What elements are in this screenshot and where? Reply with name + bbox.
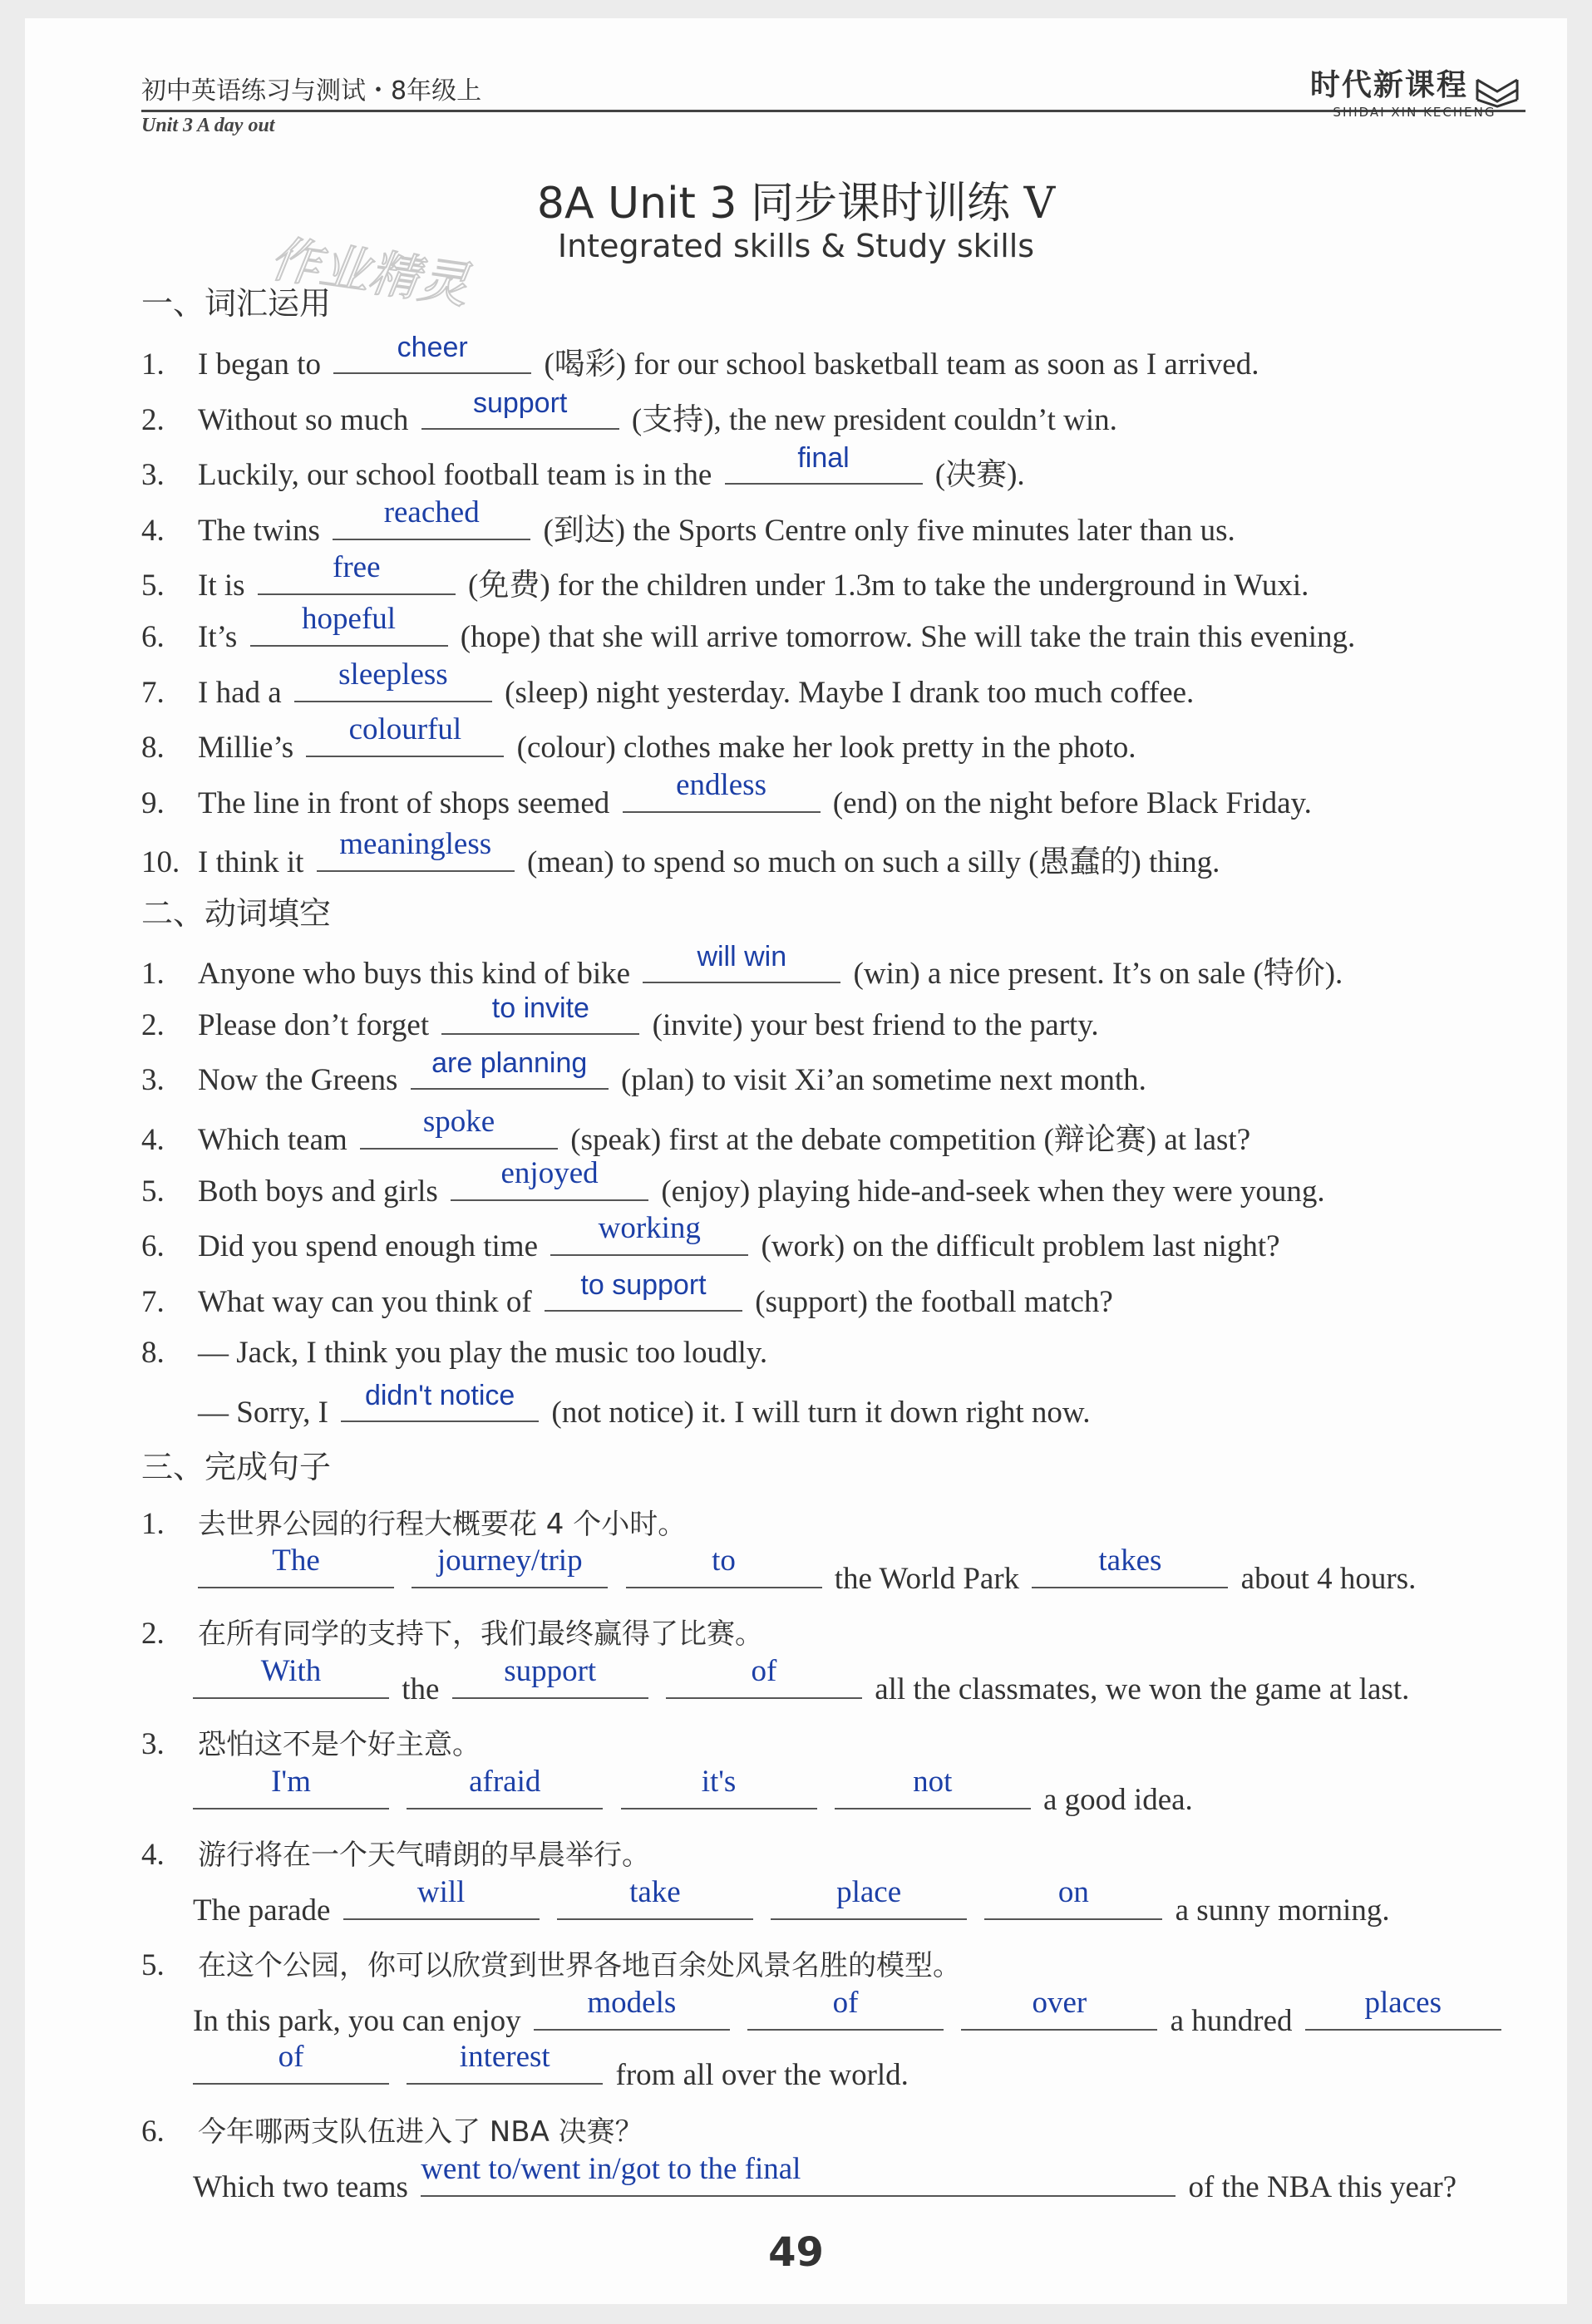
item-number: 3. xyxy=(141,1727,165,1761)
item-text: (免费) for the children under 1.3m to take the underground in Wuxi. xyxy=(468,569,1309,603)
answer-blank[interactable] xyxy=(452,1654,648,1699)
answer-text: will xyxy=(416,1875,466,1909)
item-text: The line in front of shops seemed xyxy=(198,786,610,820)
item-text: (plan) to visit Xi’an sometime next month. xyxy=(620,1063,1146,1097)
item-text: It’s xyxy=(198,620,238,654)
s2-item xyxy=(141,941,1343,992)
answer-text: I'm xyxy=(271,1765,311,1799)
answer-text: final xyxy=(797,442,850,474)
item-text: What way can you think of xyxy=(198,1285,532,1319)
s3-item-answer-line xyxy=(193,1654,1410,1707)
answer-text: With xyxy=(260,1654,322,1688)
item-text: from all over the world. xyxy=(615,2058,909,2092)
answer-text: spoke xyxy=(422,1105,495,1139)
answer-blank[interactable] xyxy=(835,1765,1031,1809)
s3-item-prompt xyxy=(141,1501,686,1542)
answer-blank[interactable] xyxy=(407,2040,603,2085)
item-number: 1. xyxy=(141,957,165,991)
s1-item xyxy=(141,442,1025,494)
s1-item xyxy=(141,332,1259,383)
item-number: 7. xyxy=(141,1285,165,1319)
chinese-prompt: 今年哪两支队伍进入了 NBA 决赛？ xyxy=(198,2115,643,2149)
item-text: a sunny morning. xyxy=(1175,1893,1390,1928)
answer-text: on xyxy=(1057,1875,1089,1909)
answer-text: not xyxy=(913,1765,953,1799)
item-number: 4. xyxy=(141,1123,165,1157)
title-main: 8A Unit 3 同步课时训练 xyxy=(536,179,1011,229)
s3-item-prompt xyxy=(141,1611,763,1652)
brand-name-en: SHIDAI XIN KECHENG xyxy=(1333,104,1496,120)
item-text: Both boys and girls xyxy=(198,1174,438,1209)
item-text: Please don’t forget xyxy=(198,1008,430,1042)
answer-blank[interactable] xyxy=(341,1380,539,1422)
s3-item-prompt xyxy=(141,1942,961,1983)
item-text: about 4 hours. xyxy=(1240,1562,1417,1596)
answer-text: to xyxy=(712,1544,736,1578)
s2-item xyxy=(141,1269,1113,1320)
item-text: a hundred xyxy=(1170,2004,1293,2038)
item-number: 6. xyxy=(141,620,165,654)
answer-blank[interactable] xyxy=(333,495,530,540)
item-text: of the NBA this year? xyxy=(1188,2170,1457,2204)
answer-blank[interactable] xyxy=(643,941,840,983)
answer-text: sleepless xyxy=(338,657,448,692)
s1-item xyxy=(141,768,1312,821)
title-roman-numeral: V xyxy=(1023,179,1056,229)
s3-item-prompt xyxy=(141,2109,643,2149)
watermark: 作业精灵 xyxy=(266,229,473,316)
answer-text: meaningless xyxy=(339,827,492,861)
s3-item-answer-line xyxy=(193,1765,1193,1818)
section-2-heading: 二、动词填空 xyxy=(141,895,332,932)
item-text: (end) on the night before Black Friday. xyxy=(832,786,1312,820)
section-3-heading: 三、完成句子 xyxy=(141,1449,332,1485)
item-number: 7. xyxy=(141,676,165,710)
answer-blank[interactable] xyxy=(306,712,504,757)
answer-blank[interactable] xyxy=(360,1105,558,1150)
answer-text: models xyxy=(587,1986,677,2020)
answer-blank[interactable] xyxy=(451,1156,648,1201)
answer-blank[interactable] xyxy=(193,1654,389,1699)
answer-text: colourful xyxy=(348,712,462,746)
answer-text: support xyxy=(472,387,568,419)
publisher-logo xyxy=(1310,62,1519,120)
answer-blank[interactable] xyxy=(258,550,456,595)
item-text: — Sorry, I xyxy=(198,1396,328,1430)
item-number: 2. xyxy=(141,403,165,437)
s1-item xyxy=(141,827,1220,881)
answer-text: working xyxy=(598,1211,701,1245)
item-text: Anyone who buys this kind of bike xyxy=(198,957,631,991)
answer-blank[interactable] xyxy=(198,1544,394,1588)
item-text: (喝彩) for our school basketball team as soon as I arrived. xyxy=(544,347,1259,382)
s1-item xyxy=(141,387,1117,439)
answer-blank[interactable] xyxy=(623,768,821,813)
answer-blank[interactable] xyxy=(294,657,492,702)
unit-label: Unit 3 A day out xyxy=(141,115,275,136)
brand-mark-icon xyxy=(1476,75,1519,108)
item-number: 5. xyxy=(141,569,165,603)
answer-blank[interactable] xyxy=(747,1986,944,2031)
chinese-prompt: 在这个公园，你可以欣赏到世界各地百余处风景名胜的模型。 xyxy=(198,1949,961,1982)
s2-item xyxy=(141,1156,1325,1209)
item-number: 3. xyxy=(141,458,165,492)
item-text: (mean) to spend so much on such a silly (愚蠢的) thing. xyxy=(526,845,1220,879)
item-number: 8. xyxy=(141,1336,165,1370)
item-text: (win) a nice present. It’s on sale (特价). xyxy=(853,957,1343,991)
answer-blank[interactable] xyxy=(193,1765,389,1809)
answer-text: place xyxy=(836,1875,902,1909)
item-text: The parade xyxy=(193,1893,331,1928)
s3-item-prompt xyxy=(141,1832,650,1873)
item-number: 6. xyxy=(141,2115,165,2149)
answer-blank[interactable] xyxy=(621,1765,817,1809)
answer-blank[interactable] xyxy=(984,1875,1162,1920)
s1-item xyxy=(141,495,1235,549)
s3-item-answer-line xyxy=(193,2152,1457,2205)
answer-text: interest xyxy=(459,2040,550,2074)
answer-text: of xyxy=(832,1986,859,2020)
item-text: I had a xyxy=(198,676,282,710)
answer-blank[interactable] xyxy=(333,332,531,374)
item-number: 6. xyxy=(141,1229,165,1263)
item-text: (sleep) night yesterday. Maybe I drank too much coffee. xyxy=(505,676,1195,710)
answer-blank[interactable] xyxy=(193,2040,389,2085)
s3-item-answer-line xyxy=(198,1544,1417,1597)
answer-blank[interactable] xyxy=(1305,1986,1501,2031)
answer-blank[interactable] xyxy=(550,1211,748,1256)
item-number: 5. xyxy=(141,1174,165,1209)
item-text: Without so much xyxy=(198,403,409,437)
answer-text: to invite xyxy=(491,992,589,1024)
section-1-heading: 一、词汇运用 xyxy=(141,285,332,322)
answer-text: journey/trip xyxy=(436,1544,583,1578)
answer-text: take xyxy=(629,1875,681,1909)
item-text: Which two teams xyxy=(193,2170,408,2204)
answer-text: support xyxy=(504,1654,597,1688)
s1-item xyxy=(141,657,1195,711)
answer-text: are planning xyxy=(431,1047,588,1079)
answer-text: endless xyxy=(676,768,766,802)
s2-item xyxy=(141,1047,1146,1098)
workbook-page xyxy=(25,18,1567,2304)
item-text: Did you spend enough time xyxy=(198,1229,539,1263)
answer-text: takes xyxy=(1098,1544,1162,1578)
item-text: (not notice) it. I will turn it down right now. xyxy=(551,1396,1091,1430)
item-text: Luckily, our school football team is in the xyxy=(198,458,712,492)
item-text: a good idea. xyxy=(1043,1783,1193,1817)
answer-text: The xyxy=(272,1544,320,1578)
answer-text: places xyxy=(1364,1986,1442,2020)
item-number: 1. xyxy=(141,347,165,382)
answer-text: it's xyxy=(701,1765,737,1799)
answer-text: free xyxy=(333,550,381,584)
answer-text: will win xyxy=(697,941,787,972)
answer-blank[interactable] xyxy=(771,1875,967,1920)
item-text: (enjoy) playing hide-and-seek when they were young. xyxy=(661,1174,1325,1209)
answer-blank[interactable] xyxy=(250,602,448,647)
item-text: Which team xyxy=(198,1123,347,1157)
answer-blank[interactable] xyxy=(545,1269,742,1312)
answer-text: reached xyxy=(383,495,480,529)
answer-blank[interactable] xyxy=(317,827,515,872)
item-text: Now the Greens xyxy=(198,1063,398,1097)
answer-text: of xyxy=(751,1654,777,1688)
answer-blank[interactable] xyxy=(725,442,923,485)
answer-blank[interactable] xyxy=(412,1544,608,1588)
chinese-prompt: 游行将在一个天气晴朗的早晨举行。 xyxy=(198,1839,650,1872)
item-text: (work) on the difficult problem last night? xyxy=(761,1229,1280,1263)
item-text: (决赛). xyxy=(934,458,1025,492)
s3-item-prompt xyxy=(141,1721,481,1762)
item-number: 10. xyxy=(141,845,180,879)
page-subtitle: Integrated skills & Study skills xyxy=(557,228,1035,264)
answer-blank[interactable] xyxy=(407,1765,603,1809)
answer-blank[interactable] xyxy=(421,387,619,430)
item-text: I began to xyxy=(198,347,321,382)
item-number: 2. xyxy=(141,1008,165,1042)
item-number: 3. xyxy=(141,1063,165,1097)
item-number: 8. xyxy=(141,731,165,765)
item-text: all the classmates, we won the game at last. xyxy=(875,1672,1410,1706)
item-text: the World Park xyxy=(834,1562,1020,1596)
item-text: the xyxy=(402,1672,440,1706)
chinese-prompt: 在所有同学的支持下，我们最终赢得了比赛。 xyxy=(198,1617,763,1651)
answer-blank[interactable] xyxy=(626,1544,822,1588)
answer-text: hopeful xyxy=(302,602,397,636)
item-number: 5. xyxy=(141,1948,165,1982)
answer-blank[interactable] xyxy=(1032,1544,1228,1588)
answer-text: of xyxy=(278,2040,304,2074)
item-number: 1. xyxy=(141,1507,165,1541)
s2-item xyxy=(141,992,1099,1043)
item-text: (支持), the new president couldn’t win. xyxy=(631,403,1117,437)
answer-text: to support xyxy=(580,1269,707,1301)
chinese-prompt: 去世界公园的行程大概要花 4 个小时。 xyxy=(198,1508,687,1541)
answer-blank[interactable] xyxy=(961,1986,1157,2031)
item-text: (colour) clothes make her look pretty in the photo. xyxy=(516,731,1136,765)
answer-text: went to/went in/got to the final xyxy=(421,2152,801,2186)
item-text: (speak) first at the debate competition (辩论赛) at last? xyxy=(570,1123,1251,1157)
s3-item-answer-line xyxy=(193,1875,1390,1928)
s1-item xyxy=(141,602,1356,655)
s2-item xyxy=(141,1211,1280,1264)
answer-blank[interactable] xyxy=(411,1047,609,1090)
item-text: In this park, you can enjoy xyxy=(193,2004,521,2038)
item-number: 9. xyxy=(141,786,165,820)
answer-blank[interactable] xyxy=(343,1875,540,1920)
answer-text: over xyxy=(1032,1986,1087,2020)
page-title xyxy=(25,168,1567,230)
item-text: (invite) your best friend to the party. xyxy=(652,1008,1099,1042)
item-text: (support) the football match? xyxy=(755,1285,1113,1319)
s3-item-answer-line xyxy=(193,1986,1506,2039)
s2-item xyxy=(141,1105,1251,1159)
item-text: It is xyxy=(198,569,245,603)
book-title: 初中英语练习与测试・8年级上 xyxy=(141,76,482,106)
item-number: 4. xyxy=(141,514,165,548)
item-text: I think it xyxy=(198,845,304,879)
item-number: 4. xyxy=(141,1838,165,1872)
s1-item xyxy=(141,712,1136,766)
answer-text: afraid xyxy=(469,1765,541,1799)
item-text: — Jack, I think you play the music too loudly. xyxy=(198,1336,768,1370)
answer-text: enjoyed xyxy=(500,1156,599,1190)
answer-blank[interactable] xyxy=(421,2152,1176,2197)
answer-blank[interactable] xyxy=(441,992,639,1035)
page-number: 49 xyxy=(768,2229,824,2276)
answer-blank[interactable] xyxy=(666,1654,862,1699)
answer-blank[interactable] xyxy=(534,1986,730,2031)
brand-name-cn: 时代新课程 xyxy=(1309,68,1468,102)
s2-item-8-line-2 xyxy=(141,1380,1091,1430)
answer-blank[interactable] xyxy=(557,1875,753,1920)
answer-text: didn't notice xyxy=(364,1380,515,1411)
s3-item-answer-line xyxy=(193,2040,909,2093)
item-text: (到达) the Sports Centre only five minutes later than us. xyxy=(543,514,1235,548)
answer-text: cheer xyxy=(397,332,468,363)
s1-item xyxy=(141,550,1309,604)
s2-item-8-line-1 xyxy=(141,1335,767,1371)
item-text: The twins xyxy=(198,514,320,548)
item-number: 2. xyxy=(141,1617,165,1651)
chinese-prompt: 恐怕这不是个好主意。 xyxy=(198,1728,481,1761)
item-text: (hope) that she will arrive tomorrow. She will take the train this evening. xyxy=(460,620,1356,654)
item-text: Millie’s xyxy=(198,731,294,765)
